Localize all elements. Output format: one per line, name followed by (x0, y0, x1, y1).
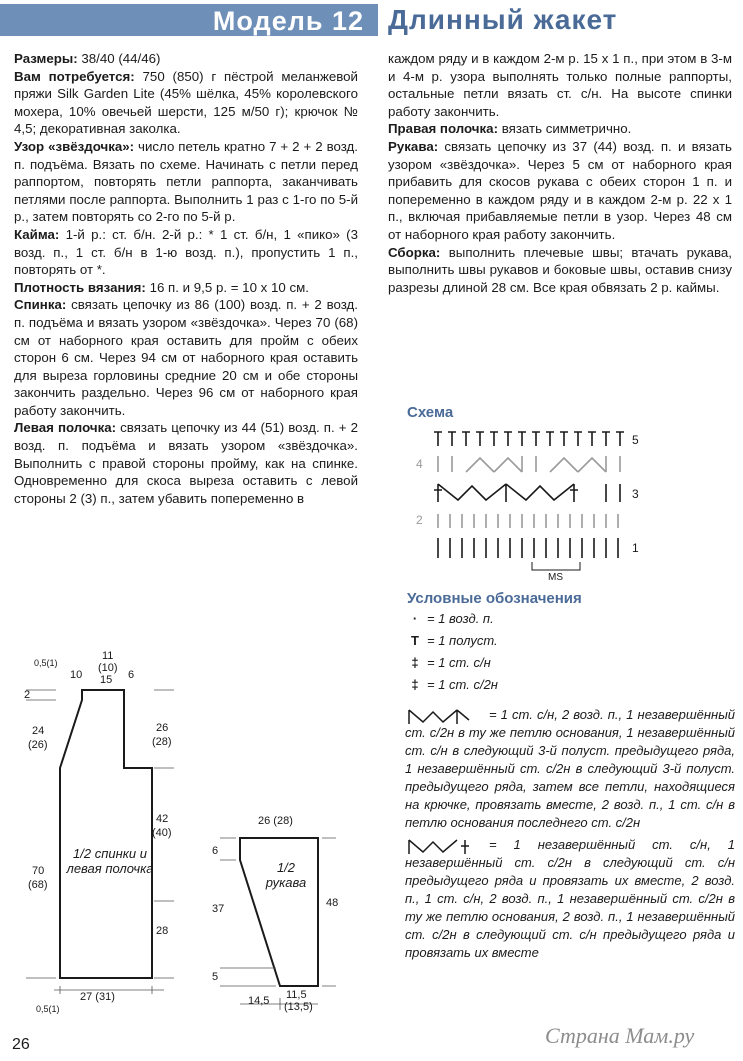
svg-text:(13,5): (13,5) (284, 1001, 313, 1013)
svg-text:37: 37 (212, 903, 225, 915)
row-label-5: 5 (632, 433, 639, 447)
body-pattern-label: 1/2 спинки и левая полочка (66, 846, 154, 876)
row-label-2: 2 (416, 513, 423, 527)
paragraph-pattern: Узор «звёздочка»: число петель кратно 7 + 2 + 2 возд. п. подъёма. Вязать по схеме. Начинать с петли перед раппортом, повторять петли раппорта, заканчивать петлями после раппорта. Выполнить 1 раз с 1-го по 5-й р., затем повторять со 2-го по 5-й р. (14, 138, 358, 225)
svg-text:5: 5 (212, 971, 219, 983)
model-banner (0, 4, 378, 36)
half-double-crochet-icon: T (411, 633, 419, 648)
paragraph-materials: Вам потребуется: 750 (850) г пёстрой меланжевой пряжи Silk Garden Lite (45% шёлка, 45% королевского мохера, 10% овечьей шерсти, 125 м/50 г); крючок № 4,5; декоративная заколка. (14, 68, 358, 137)
body-pattern-diagram (24, 646, 194, 1016)
paragraph-left-front: Левая полочка: связать цепочку из 44 (51) возд. п. + 2 возд. п. подъёма и вязать узором «звёздочка». Выполнить с правой стороны пройму, как на спинке. Одновременно для скоса выреза оставить с левой стороны 2 (3) п., затем убавить попеременно в (14, 420, 359, 506)
paragraph-right-front: Правая полочка: вязать симметрично. (388, 121, 632, 137)
svg-text:11: 11 (102, 650, 114, 662)
row-label-1: 1 (632, 541, 639, 555)
svg-text:(40): (40) (152, 827, 172, 839)
decrease-cluster-icon (405, 838, 485, 854)
legend-para-star: = 1 ст. с/н, 2 возд. п., 1 незавершённый ст. с/2н в ту же петлю основания, 1 незавершённый ст. с/н в следующий 3-й полуст. предыдущего ряда, 1 незавершённый ст. с/2н в следующий 3-й полуст. предыдущего ряда, затем все петли, находящиеся на крючке, провязать вместе, 2 возд. п., 1 ст. с/н в петлю основания последнего ст. с/2н (405, 707, 735, 830)
sleeve-pattern-diagram (200, 808, 350, 1018)
svg-text:14,5: 14,5 (248, 995, 270, 1007)
paragraph-sizes: Размеры: 38/40 (44/46) (14, 51, 161, 66)
chart-row-2 (438, 514, 618, 528)
row-label-3: 3 (632, 487, 639, 501)
legend (405, 610, 735, 962)
page-header (0, 0, 743, 40)
svg-text:42: 42 (156, 813, 169, 825)
paragraph-continued: каждом ряду и в каждом 2-м р. 15 х 1 п., при этом в 3-м и 4-м р. узора выполнять только полные раппорты, остальные петли вязать ст. с/н. На высоте спинки работу закончить. (388, 51, 732, 119)
treble-crochet-icon: ‡ (411, 677, 419, 692)
svg-text:27 (31): 27 (31) (80, 991, 115, 1003)
chart-row-1 (438, 538, 618, 558)
svg-text:0,5(1): 0,5(1) (34, 658, 58, 668)
article-title: Длинный жакет (388, 4, 618, 35)
right-text-column (388, 50, 732, 296)
svg-text:6: 6 (212, 845, 219, 857)
chain-stitch-icon: · (412, 611, 418, 626)
svg-text:6: 6 (128, 669, 135, 681)
chart-row-4 (438, 456, 620, 472)
stitch-chart (410, 426, 650, 582)
svg-text:2: 2 (24, 689, 31, 701)
svg-text:11,5: 11,5 (286, 989, 307, 1001)
model-number: Модель 12 (212, 6, 364, 36)
legend-item-dc: ‡ = 1 ст. с/н (405, 654, 735, 676)
svg-text:(10): (10) (98, 662, 118, 674)
legend-item-half-dc: T = 1 полуст. (405, 632, 735, 654)
ms-label: MS (548, 572, 563, 582)
svg-text:48: 48 (326, 897, 339, 909)
chart-row-3 (434, 484, 620, 502)
chart-row-5 (434, 432, 624, 446)
paragraph-gauge: Плотность вязания: 16 п. и 9,5 р. = 10 х 10 см. (14, 279, 309, 295)
body-outline (60, 690, 152, 978)
svg-text:10: 10 (70, 669, 83, 681)
svg-text:(68): (68) (28, 879, 48, 891)
paragraph-assembly: Сборка: выполнить плечевые швы; втачать рукава, выполнить швы рукавов и боковые швы, оставив снизу разрезы длиной 28 см. Все края обвязать 2 р. каймы. (388, 244, 732, 295)
paragraph-sleeves: Рукава: связать цепочку из 37 (44) возд. п. и вязать узором «звёздочка». Через 5 см от наборного края прибавить для скосов рукава с обеих сторон 1 п. и попеременно в каждом ряду и в каждом 2-м р. 22 х 1 п., включая прибавляемые петли в узор. Через 48 см от наборного края работу закончить. (388, 138, 732, 242)
paragraph-edging: Кайма: 1-й р.: ст. б/н. 2-й р.: * 1 ст. б/н, 1 «пико» (3 возд. п., 1 ст. б/н в 1-ю возд. п.), пропустить 1 п., повторять от *. (14, 226, 358, 278)
double-crochet-icon: ‡ (411, 655, 419, 670)
schema-title: Схема (407, 404, 454, 421)
svg-text:70: 70 (32, 865, 45, 877)
svg-text:(28): (28) (152, 736, 172, 748)
svg-text:26 (28): 26 (28) (258, 815, 293, 827)
svg-text:0,5(1): 0,5(1) (36, 1004, 60, 1014)
row-label-4: 4 (416, 457, 423, 471)
site-watermark: Страна Мам.ру (545, 1023, 695, 1048)
star-cluster-icon (405, 708, 485, 724)
legend-item-tr: ‡ = 1 ст. с/2н (405, 676, 735, 698)
svg-text:26: 26 (156, 722, 169, 734)
left-text-column (14, 50, 358, 507)
legend-para-cluster: = 1 незавершённый ст. с/н, 1 незавершённый ст. с/2н в следующий ст. с/н предыдущего ряда и провязать их вместе, 2 возд. п., 1 ст. с/н, 2 возд. п., 1 незавершённый ст. с/2н в ту же петлю основания, 2 возд. п., 1 незавершённый ст. с/2н в следующий ст. с/н предыдущего ряда и провязать их вместе (405, 837, 735, 960)
legend-title: Условные обозначения (407, 590, 582, 607)
sleeve-pattern-label: 1/2 рукава (265, 860, 307, 890)
paragraph-back: Спинка: связать цепочку из 86 (100) возд. п. + 2 возд. п. подъёма и вязать узором «звёздочка». Через 70 (68) см от наборного края оставить для пройм с обеих сторон 6 см. Через 94 см от наборного края оставить для выреза горловины средние 20 см и обе стороны закончить раздельно. Через 96 см от наборного края работу закончить. (14, 297, 358, 418)
svg-text:(26): (26) (28, 739, 48, 751)
svg-text:24: 24 (32, 725, 45, 737)
legend-item-chain: · = 1 возд. п. (405, 610, 735, 632)
page-number: 26 (12, 1036, 30, 1053)
svg-text:15: 15 (100, 674, 113, 686)
svg-text:28: 28 (156, 925, 169, 937)
